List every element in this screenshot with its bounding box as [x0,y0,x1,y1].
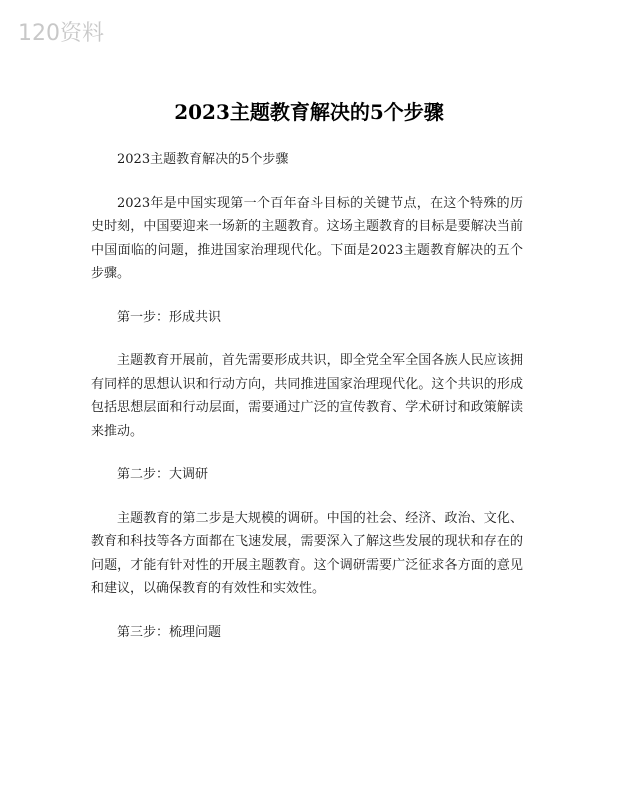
document-title: 2023主题教育解决的5个步骤 [174,100,444,124]
step-one-heading: 第一步：形成共识 [117,309,222,325]
step-two-heading: 第二步：大调研 [117,467,209,482]
subtitle-paragraph: 2023主题教育解决的5个步骤 [117,152,289,167]
step-two-paragraph: 主题教育的第二步是大规模的调研。中国的社会、经济、政治、文化、教育和科技等各方面都在飞速发展，需要深入了解这些发展的现状和存在的问题，才能有针对性的开展主题教育。这个调研需要广泛征求各方面的意见和建议，以确保教育的有效性和实效性。 [91,510,523,596]
intro-paragraph: 2023年是中国实现第一个百年奋斗目标的关键节点，在这个特殊的历史时刻，中国要迎来一场新的主题教育。这场主题教育的目标是要解决当前中国面临的问题，推进国家治理现代化。下面是2023主题教育解决的五个步骤。 [91,195,523,281]
step-three-heading: 第三步：梳理问题 [117,624,222,640]
document-body [91,148,523,644]
step-one-paragraph: 主题教育开展前，首先需要形成共识，即全党全军全国各族人民应该拥有同样的思想认识和行动方向，共同推进国家治理现代化。这个共识的形成包括思想层面和行动层面，需要通过广泛的宣传教育、学术研讨和政策解读来推动。 [91,353,523,439]
watermark-logo: 120资料 [18,21,104,46]
